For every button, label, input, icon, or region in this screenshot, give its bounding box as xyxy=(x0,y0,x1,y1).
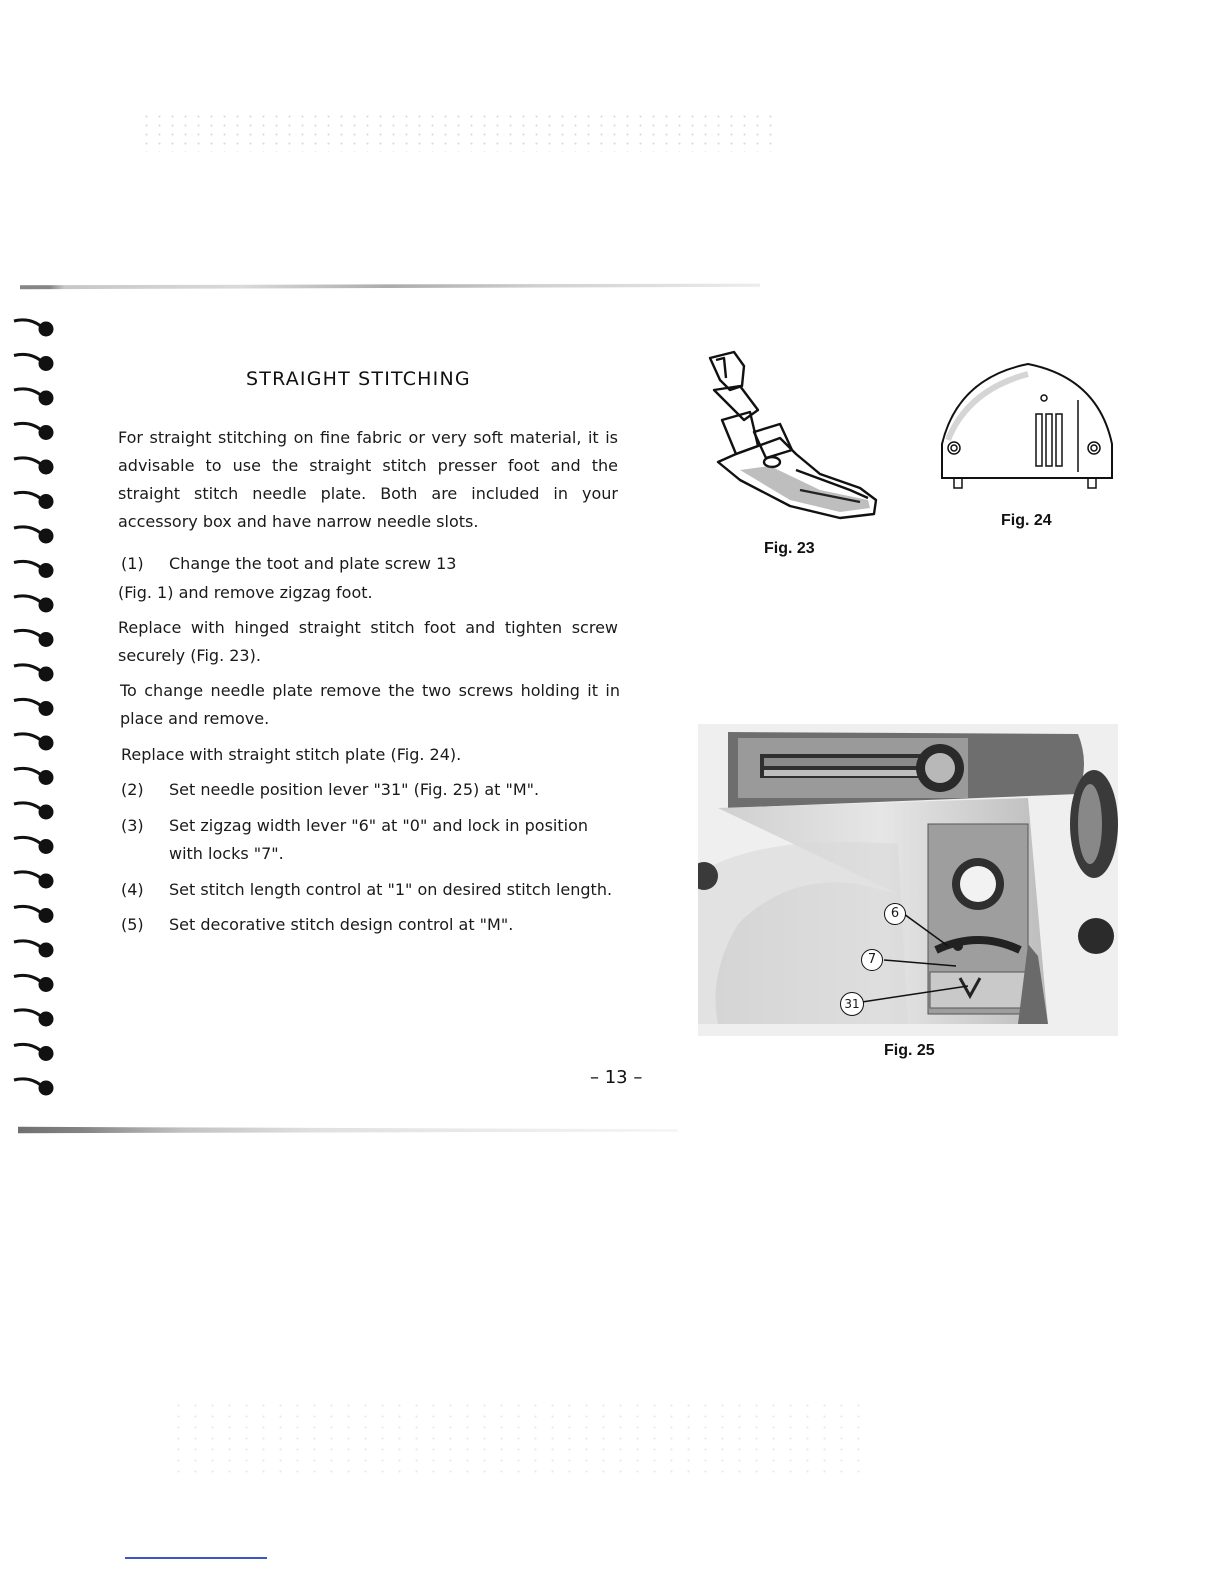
replace-plate-line: Replace with straight stitch plate (Fig. 24). xyxy=(121,745,462,764)
spiral-coil xyxy=(14,389,42,396)
spiral-coil xyxy=(14,837,42,844)
spiral-hole xyxy=(39,702,53,716)
step-4 xyxy=(121,876,612,904)
spiral-hole xyxy=(39,391,53,405)
fig-23-caption: Fig. 23 xyxy=(764,540,815,557)
step-5-number: (5) xyxy=(121,915,144,934)
spiral-hole xyxy=(39,736,53,750)
callout-31: 31 xyxy=(840,992,864,1016)
spiral-coil xyxy=(14,803,42,810)
step-1-text: Change the toot and plate screw 13 xyxy=(169,554,457,573)
spiral-coil xyxy=(14,699,42,706)
spiral-hole xyxy=(39,598,53,612)
step-4-number: (4) xyxy=(121,880,144,899)
needle-plate-illustration xyxy=(938,360,1116,490)
spiral-hole xyxy=(39,771,53,785)
spiral-hole xyxy=(39,1047,53,1061)
step-3 xyxy=(121,812,621,868)
footer-link-underline xyxy=(125,1557,267,1559)
step-3-number: (3) xyxy=(121,816,144,835)
change-plate-paragraph: To change needle plate remove the two screws holding it in place and remove. xyxy=(120,681,620,728)
section-heading: STRAIGHT STITCHING xyxy=(246,368,471,390)
spiral-hole xyxy=(39,667,53,681)
step-1-number: (1) xyxy=(121,554,144,573)
spiral-coil xyxy=(14,734,42,741)
spiral-coil xyxy=(14,630,42,637)
spiral-coil xyxy=(14,527,42,534)
spiral-hole xyxy=(39,460,53,474)
spiral-hole xyxy=(39,564,53,578)
spiral-coil xyxy=(14,320,42,327)
spiral-coil xyxy=(14,941,42,948)
spiral-coil xyxy=(14,906,42,913)
spiral-coil xyxy=(14,768,42,775)
spiral-coil xyxy=(14,665,42,672)
sewing-machine-photo xyxy=(698,724,1118,1036)
spiral-hole xyxy=(39,1012,53,1026)
spiral-coil xyxy=(14,458,42,465)
spiral-hole xyxy=(39,943,53,957)
callout-6: 6 xyxy=(884,903,906,925)
replace-foot-paragraph: Replace with hinged straight stitch foot and tighten screw securely (Fig. 23). xyxy=(118,618,618,665)
spiral-binding xyxy=(12,305,62,1115)
spiral-coil xyxy=(14,423,42,430)
spiral-hole xyxy=(39,1081,53,1095)
spiral-hole xyxy=(39,322,53,336)
page-number: – 13 – xyxy=(590,1067,643,1088)
spiral-coil xyxy=(14,872,42,879)
spiral-hole xyxy=(39,978,53,992)
page-bottom-edge xyxy=(18,1126,678,1134)
step-2-number: (2) xyxy=(121,780,144,799)
spiral-coil xyxy=(14,354,42,361)
spiral-hole xyxy=(39,529,53,543)
presser-foot-illustration xyxy=(700,350,885,530)
scan-noise-bottom xyxy=(170,1400,870,1480)
step-3-text: Set zigzag width lever "6" at "0" and lock in position with locks "7". xyxy=(169,816,589,863)
scan-noise-top xyxy=(140,112,780,152)
spiral-hole xyxy=(39,909,53,923)
page-top-edge xyxy=(20,282,760,290)
step-2-text: Set needle position lever "31" (Fig. 25) at "M". xyxy=(169,780,540,799)
spiral-coil xyxy=(14,1044,42,1051)
spiral-hole xyxy=(39,874,53,888)
spiral-hole xyxy=(39,805,53,819)
spiral-hole xyxy=(39,633,53,647)
spiral-hole xyxy=(39,426,53,440)
spiral-coil xyxy=(14,1079,42,1086)
callout-7: 7 xyxy=(861,949,883,971)
fig-24-caption: Fig. 24 xyxy=(1001,512,1052,529)
step-1 xyxy=(121,550,456,578)
intro-paragraph: For straight stitching on fine fabric or very soft material, it is advisable to use the straight stitch presser foot and the straight stitch needle plate. Both are included in your accessory box and have narrow needle slots. xyxy=(118,428,618,531)
spiral-coil xyxy=(14,492,42,499)
spiral-hole xyxy=(39,840,53,854)
step-1-continued: (Fig. 1) and remove zigzag foot. xyxy=(118,583,373,602)
step-4-text: Set stitch length control at "1" on desired stitch length. xyxy=(169,880,613,899)
spiral-hole xyxy=(39,495,53,509)
spiral-coil xyxy=(14,561,42,568)
spiral-coil xyxy=(14,1010,42,1017)
spiral-hole xyxy=(39,357,53,371)
step-2 xyxy=(121,776,539,804)
spiral-coil xyxy=(14,975,42,982)
step-5-text: Set decorative stitch design control at "M". xyxy=(169,915,514,934)
spiral-coil xyxy=(14,596,42,603)
fig-25-caption: Fig. 25 xyxy=(884,1042,935,1059)
step-5 xyxy=(121,911,513,939)
